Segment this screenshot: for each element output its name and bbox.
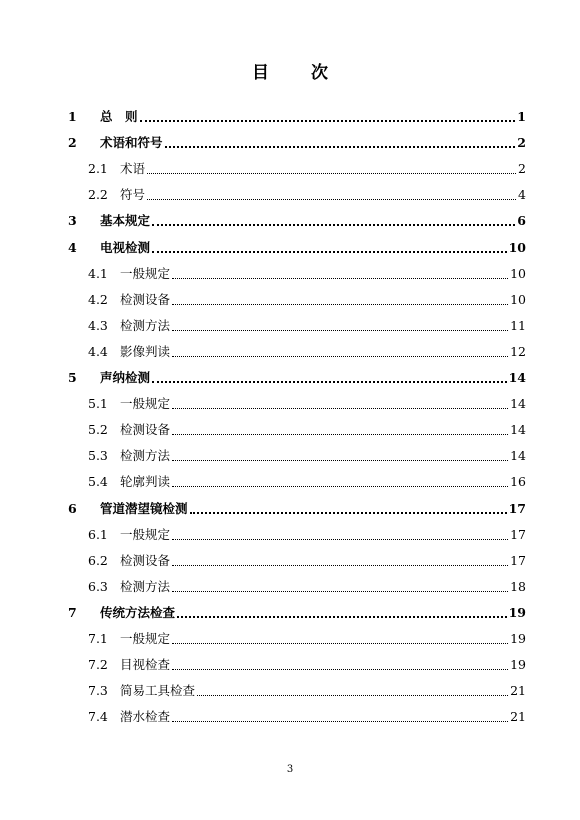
toc-entry-page: 19 [510,657,526,673]
toc-entry-title: 检测设备 [120,291,171,307]
toc-entry-number: 4.1 [88,265,108,281]
toc-entry-title: 一般规定 [120,526,171,542]
dot-leader [172,329,508,331]
toc-entry[interactable] [68,369,526,387]
dot-leader [172,590,508,592]
toc-entry-title: 传统方法检查 [100,604,176,620]
toc-entry-number: 6 [68,500,77,516]
toc-entry-number: 7.3 [88,683,108,699]
toc-entry[interactable] [68,108,526,126]
toc-entry-page: 10 [508,239,526,255]
toc-entry[interactable] [88,317,526,335]
toc-entry-page: 14 [508,370,526,385]
dot-leader [172,485,508,487]
toc-entry-title: 简易工具检查 [120,683,196,699]
toc-entry[interactable] [88,682,526,700]
toc-entry-page: 14 [510,448,526,464]
toc-entry-number: 5.1 [88,396,108,412]
toc-entry[interactable] [88,630,526,648]
title-char-2: 次 [311,63,328,83]
toc-entry[interactable] [88,656,526,674]
toc-entry-page: 17 [510,526,526,542]
dot-leader [152,223,515,226]
toc-entry-number: 3 [68,213,77,229]
dot-leader [172,277,508,279]
toc-entry[interactable] [88,447,526,465]
toc-entry[interactable] [88,160,526,178]
dot-leader [147,198,516,200]
toc-entry-page: 1 [517,109,526,124]
dot-leader [172,407,508,409]
toc-entry-title: 术语和符号 [100,135,163,151]
toc-entry-title: 检测方法 [120,317,171,333]
toc-entry[interactable] [88,578,526,596]
dot-leader [140,119,516,122]
toc-entry[interactable] [68,239,526,257]
toc-entry-number: 4.4 [88,343,108,359]
toc-entry-title: 检测设备 [120,422,171,438]
dot-leader [177,615,507,618]
dot-leader [172,538,508,540]
dot-leader [172,642,508,644]
toc-entry-page: 4 [518,187,526,203]
dot-leader [165,145,516,148]
toc-entry-page: 10 [510,265,526,281]
page-number: 3 [286,764,294,775]
toc-entry-number: 2.2 [88,187,108,203]
toc-entry-page: 14 [510,396,526,412]
toc-entry-number: 4.3 [88,317,108,333]
dot-leader [172,720,508,722]
toc-entry-page: 12 [510,343,526,359]
toc-entry-title: 一般规定 [120,265,171,281]
toc-entry[interactable] [88,526,526,544]
toc-entry[interactable] [88,265,526,283]
dot-leader [172,459,508,461]
toc-entry[interactable] [88,291,526,309]
toc-entry-number: 7.4 [88,709,108,725]
toc-entry-title: 一般规定 [120,631,171,646]
dot-leader [190,511,507,514]
toc-entry-page: 19 [508,604,526,620]
toc-entry-number: 6.1 [88,526,108,542]
page-title [0,58,580,83]
dot-leader [152,380,507,383]
toc-entry-number: 4 [68,239,77,255]
toc-entry-number: 2.1 [88,161,108,177]
toc-entry[interactable] [88,186,526,204]
toc-entry-page: 6 [517,213,526,229]
dot-leader [172,668,508,670]
toc-entry[interactable] [68,212,526,230]
toc-entry-title: 基本规定 [100,213,151,229]
toc-entry-page: 17 [508,500,526,516]
toc-entry-title: 检测方法 [120,578,171,594]
toc-entry[interactable] [88,473,526,491]
toc-entry-number: 7 [68,604,77,620]
dot-leader [172,355,508,357]
toc-entry[interactable] [88,343,526,361]
dot-leader [172,564,508,566]
toc-entry-page: 21 [510,709,526,725]
toc-entry-number: 5.3 [88,448,108,464]
toc-entry-number: 5.4 [88,474,108,490]
toc-entry-page: 11 [510,317,526,333]
toc-entry-page: 14 [510,422,526,438]
toc-entry-title: 电视检测 [100,239,151,255]
toc-entry-title: 目视检查 [120,657,171,673]
toc-entry-title: 影像判读 [120,343,171,359]
toc-entry-title: 术语 [120,161,146,177]
toc-entry-title: 符号 [120,187,146,203]
toc-entry-title: 检测设备 [120,552,171,568]
toc-entry-page: 10 [510,291,526,307]
toc-entry-number: 2 [68,135,77,151]
toc-entry-page: 21 [510,683,526,699]
toc-entry-title: 检测方法 [120,448,171,464]
toc-entry-number: 4.2 [88,291,108,307]
title-char-1: 目 [252,63,269,83]
toc-entry[interactable] [68,500,526,518]
toc-entry[interactable] [88,708,526,726]
toc-entry-number: 6.2 [88,552,108,568]
dot-leader [172,303,508,305]
toc-entry-number: 6.3 [88,578,108,594]
toc-entry-title: 管道潜望镜检测 [100,500,188,516]
toc-entry[interactable] [68,604,526,622]
dot-leader [172,433,508,435]
dot-leader [147,172,516,174]
toc-entry-page: 17 [510,552,526,568]
toc-entry[interactable] [88,552,526,570]
toc-entry-title: 一般规定 [120,396,171,412]
toc-entry-title: 轮廓判读 [120,474,171,490]
toc-entry-number: 7.2 [88,657,108,673]
dot-leader [197,694,508,696]
toc-entry-title: 声纳检测 [100,370,151,385]
toc-entry-page: 16 [510,474,526,490]
toc-entry-number: 5.2 [88,422,108,438]
toc-entry[interactable] [88,421,526,439]
toc-entry-page: 19 [510,631,526,646]
toc-entry-page: 2 [518,161,526,177]
toc-entry-title: 总 则 [100,109,138,124]
toc-entry-number: 1 [68,109,77,124]
toc-entry[interactable] [88,395,526,413]
toc-entry-number: 7.1 [88,631,108,646]
toc-entry-number: 5 [68,370,77,385]
dot-leader [152,250,507,253]
toc-entry-title: 潜水检查 [120,709,171,725]
toc-entry[interactable] [68,134,526,152]
toc-entry-page: 2 [517,135,526,151]
toc-entry-page: 18 [510,578,526,594]
